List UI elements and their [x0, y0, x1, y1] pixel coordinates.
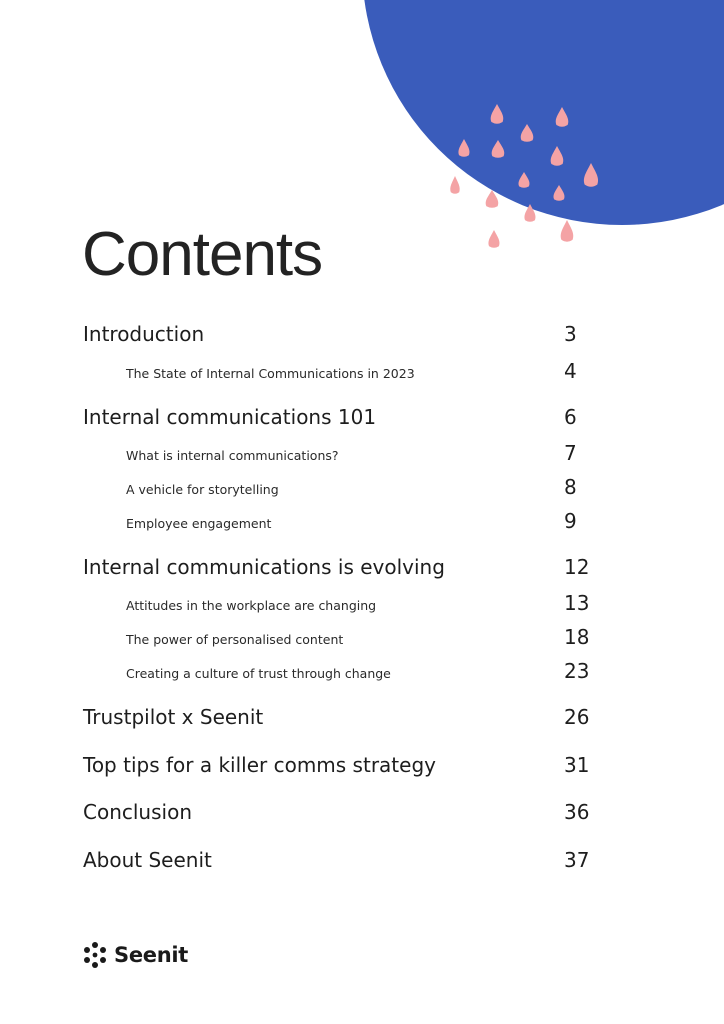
toc-subentry-label: A vehicle for storytelling [126, 482, 279, 497]
toc-entry-label: Trustpilot x Seenit [83, 705, 264, 729]
toc-page-number: 26 [564, 705, 590, 729]
toc-subentry-label: The power of personalised content [126, 632, 344, 647]
toc-entry-label: Internal communications is evolving [83, 555, 445, 579]
toc-page-number: 18 [564, 625, 590, 649]
toc-entry-label: Internal communications 101 [83, 405, 377, 429]
toc-page-number: 12 [564, 555, 590, 579]
toc-page-number: 13 [564, 591, 590, 615]
toc-page-number: 3 [564, 322, 577, 346]
toc-page-number: 36 [564, 800, 590, 824]
page-title: Contents [82, 220, 323, 289]
blue-circle-shape [362, 0, 724, 225]
pink-drop-shape [561, 220, 574, 242]
seenit-logo [82, 940, 188, 970]
toc-entry-label: About Seenit [83, 848, 212, 872]
toc-page-number: 4 [564, 359, 577, 383]
toc-entry-label: Conclusion [83, 800, 192, 824]
logo-wordmark: Seenit [114, 943, 188, 967]
toc-page-number: 6 [564, 405, 577, 429]
toc-page-number: 37 [564, 848, 590, 872]
toc-entry-label: Introduction [83, 322, 205, 346]
toc-subentry-label: Employee engagement [126, 516, 272, 531]
pink-drop-shape [486, 190, 499, 208]
toc-page-number: 31 [564, 753, 590, 777]
toc-subentry-label: The State of Internal Communications in 2023 [126, 366, 415, 381]
toc-subentry-label: Creating a culture of trust through change [126, 666, 391, 681]
pink-drop-shape [450, 176, 459, 194]
toc-entry-label: Top tips for a killer comms strategy [83, 753, 436, 777]
toc-subentry-label: Attitudes in the workplace are changing [126, 598, 377, 613]
seenit-dots-logo-icon [82, 941, 108, 969]
toc-page-number: 23 [564, 659, 590, 683]
toc-page-number: 8 [564, 475, 577, 499]
toc-page-number: 7 [564, 441, 577, 465]
toc-page-number: 9 [564, 509, 577, 533]
toc-subentry-label: What is internal communications? [126, 448, 339, 463]
pink-drop-shape [489, 230, 500, 248]
